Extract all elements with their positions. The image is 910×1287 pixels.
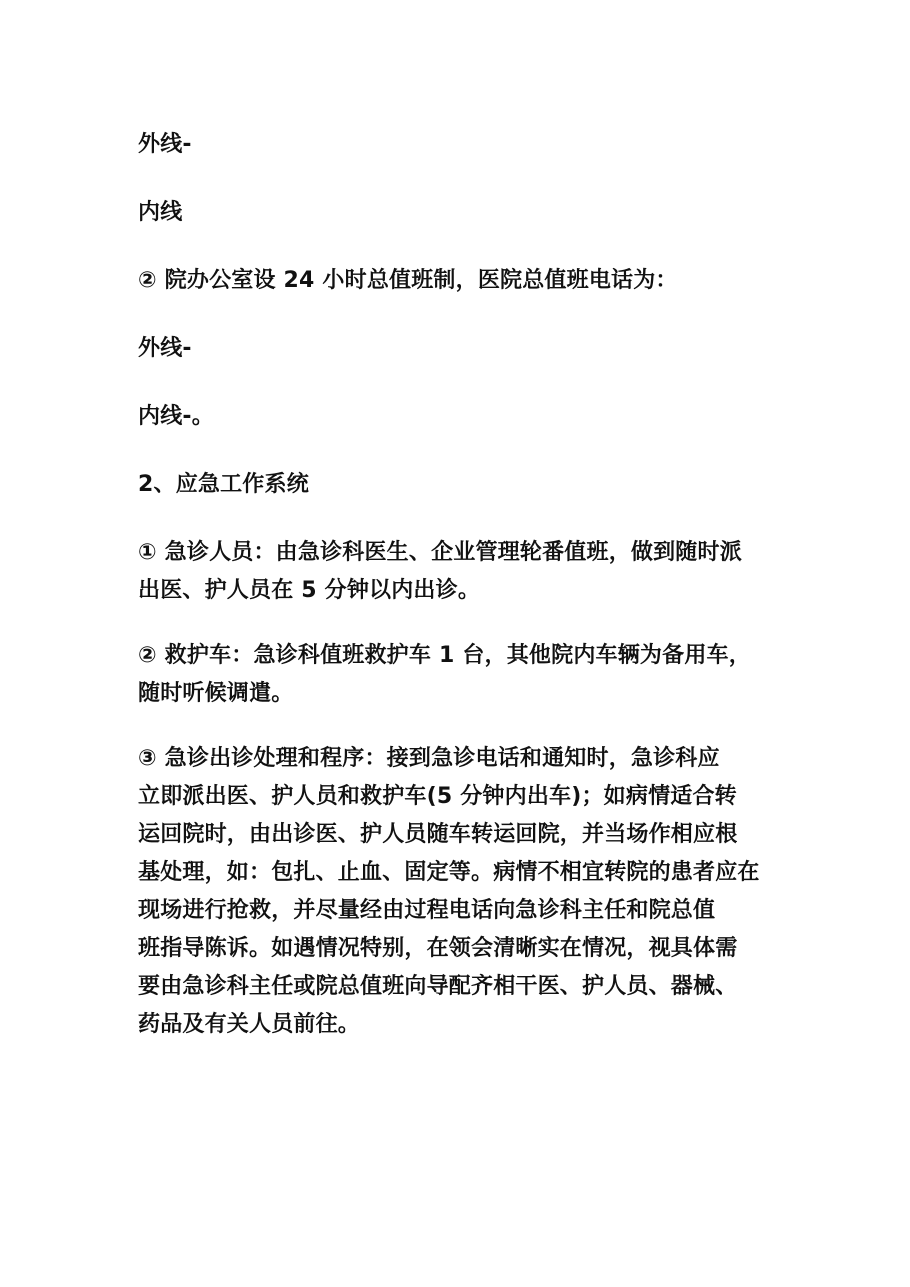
- internal-line-label-2: 内线-。: [138, 404, 214, 429]
- section-heading-emergency-system: 2、应急工作系统: [138, 472, 309, 497]
- paragraph-line: 运回院时，由出诊医、护人员随车转运回院，并当场作相应根: [138, 822, 738, 847]
- paragraph-line: 现场进行抢救，并尽量经由过程电话向急诊科主任和院总值: [138, 898, 716, 923]
- paragraph-line: 随时听候调遣。: [138, 681, 294, 706]
- paragraph-line: 出医、护人员在 5 分钟以内出诊。: [138, 578, 481, 603]
- internal-line-label-1: 内线: [138, 200, 183, 225]
- paragraph-line: ① 急诊人员：由急诊科医生、企业管理轮番值班，做到随时派: [138, 540, 742, 565]
- paragraph-line: 药品及有关人员前往。: [138, 1012, 361, 1037]
- emergency-staff-paragraph: [138, 534, 778, 610]
- document-body: [138, 126, 778, 1044]
- paragraph-line: ③ 急诊出诊处理和程序：接到急诊电话和通知时，急诊科应: [138, 746, 720, 771]
- paragraph-line: 班指导陈诉。如遇情况特别，在领会清晰实在情况，视具体需: [138, 936, 738, 961]
- ambulance-paragraph: [138, 637, 778, 713]
- paragraph-line: 要由急诊科主任或院总值班向导配齐相干医、护人员、器械、: [138, 974, 738, 999]
- paragraph-line: 基处理，如：包扎、止血、固定等。病情不相宜转院的患者应在: [138, 860, 760, 885]
- duty-phone-item: ② 院办公室设 24 小时总值班制，医院总值班电话为：: [138, 268, 678, 293]
- external-line-label-2: 外线-: [138, 336, 192, 361]
- paragraph-line: 立即派出医、护人员和救护车(5 分钟内出车)；如病情适合转: [138, 784, 737, 809]
- external-line-label-1: 外线-: [138, 132, 192, 157]
- procedure-paragraph: [138, 740, 778, 1044]
- paragraph-line: ② 救护车：急诊科值班救护车 1 台，其他院内车辆为备用车，: [138, 643, 751, 668]
